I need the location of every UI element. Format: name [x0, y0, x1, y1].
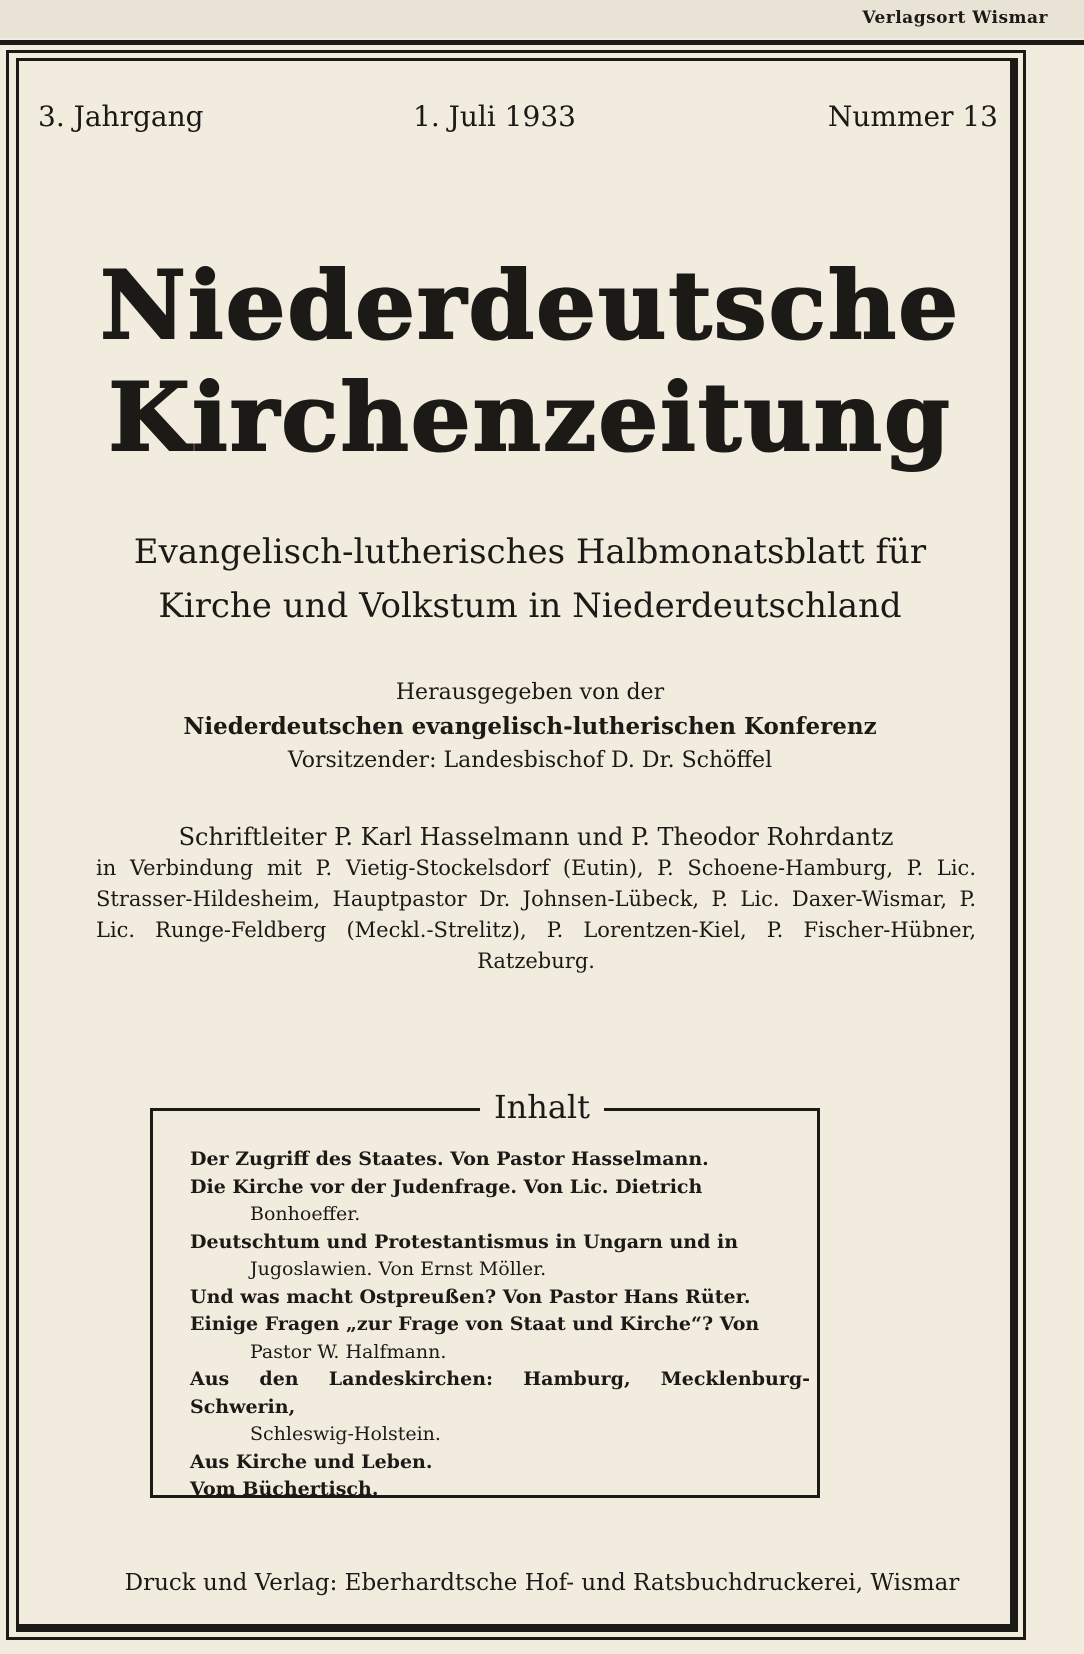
issue-number: Nummer 13: [827, 100, 998, 133]
editors-collaborators: in Verbindung mit P. Vietig-Stockelsdorf (Eutin), P. Schoene-Hamburg, P. Lic. Strasser-Hildesheim, Hauptpastor Dr. Johnsen-Lübeck, P. Lic. Daxer-Wismar, P. Lic. Runge-Feldberg (Meckl.-Strelitz), P. Lorentzen-Kiel, P. Fischer-Hübner, Ratzeburg.: [96, 856, 976, 973]
subtitle-line-2: Kirche und Volkstum in Niederdeutschland: [158, 586, 902, 626]
imprint-footer: Druck und Verlag: Eberhardtsche Hof- und Ratsbuchdruckerei, Wismar: [124, 1570, 960, 1596]
subtitle-line-1: Evangelisch-lutherisches Halbmonatsblatt für: [133, 532, 927, 572]
editors-lead: Schriftleiter P. Karl Hasselmann und P. Theodor Rohrdantz: [178, 823, 894, 851]
publication-place-note: Verlagsort Wismar: [862, 8, 1048, 28]
contents-item-text: Und was macht Ostpreußen? Von Pastor Hans Rüter.: [190, 1285, 751, 1308]
contents-item-text: Der Zugriff des Staates. Von Pastor Hasselmann.: [190, 1148, 709, 1170]
contents-item-continuation: Schleswig-Holstein.: [250, 1423, 441, 1445]
contents-item: [190, 1476, 810, 1504]
publisher-chair: Vorsitzender: Landesbischof D. Dr. Schöffel: [287, 748, 773, 773]
contents-item: [190, 1311, 810, 1366]
contents-item-continuation: Pastor W. Halfmann.: [250, 1340, 447, 1363]
contents-item: [190, 1284, 810, 1312]
contents-heading-wrap: [0, 1088, 1084, 1126]
contents-item-continuation: Jugoslawien. Von Ernst Möller.: [250, 1258, 547, 1280]
issue-date: 1. Juli 1933: [413, 100, 576, 133]
contents-item: [190, 1366, 810, 1449]
editors-block: [96, 822, 976, 977]
subtitle: [80, 525, 980, 633]
contents-item-continuation: Bonhoeffer.: [250, 1203, 361, 1225]
top-rule: [0, 40, 1084, 45]
masthead-line-2: Kirchenzeitung: [108, 363, 952, 473]
issue-header: [38, 100, 998, 140]
contents-heading: Inhalt: [480, 1088, 604, 1126]
publisher-name: Niederdeutschen evangelisch-lutherischen Konferenz: [183, 713, 877, 740]
contents-item-text: Aus Kirche und Leben.: [190, 1450, 433, 1473]
contents-list: [190, 1146, 810, 1504]
volume-label: 3. Jahrgang: [38, 100, 204, 133]
contents-item-text: Aus den Landeskirchen: Hamburg, Mecklenburg-Schwerin,: [190, 1368, 810, 1418]
masthead-line-1: Niederdeutsche: [99, 251, 961, 361]
contents-item-text: Die Kirche vor der Judenfrage. Von Lic. Dietrich: [190, 1175, 703, 1198]
masthead-title: [80, 250, 980, 474]
contents-item-text: Deutschtum und Protestantismus in Ungarn und in: [190, 1230, 739, 1253]
publisher-block: [80, 676, 980, 778]
contents-item: [190, 1146, 810, 1174]
contents-item-text: Vom Büchertisch.: [190, 1478, 379, 1500]
contents-item-text: Einige Fragen „zur Frage von Staat und Kirche“? Von: [190, 1313, 760, 1335]
publisher-intro: Herausgegeben von der: [395, 680, 665, 705]
contents-item: [190, 1449, 810, 1477]
contents-item: [190, 1174, 810, 1229]
contents-item: [190, 1229, 810, 1284]
